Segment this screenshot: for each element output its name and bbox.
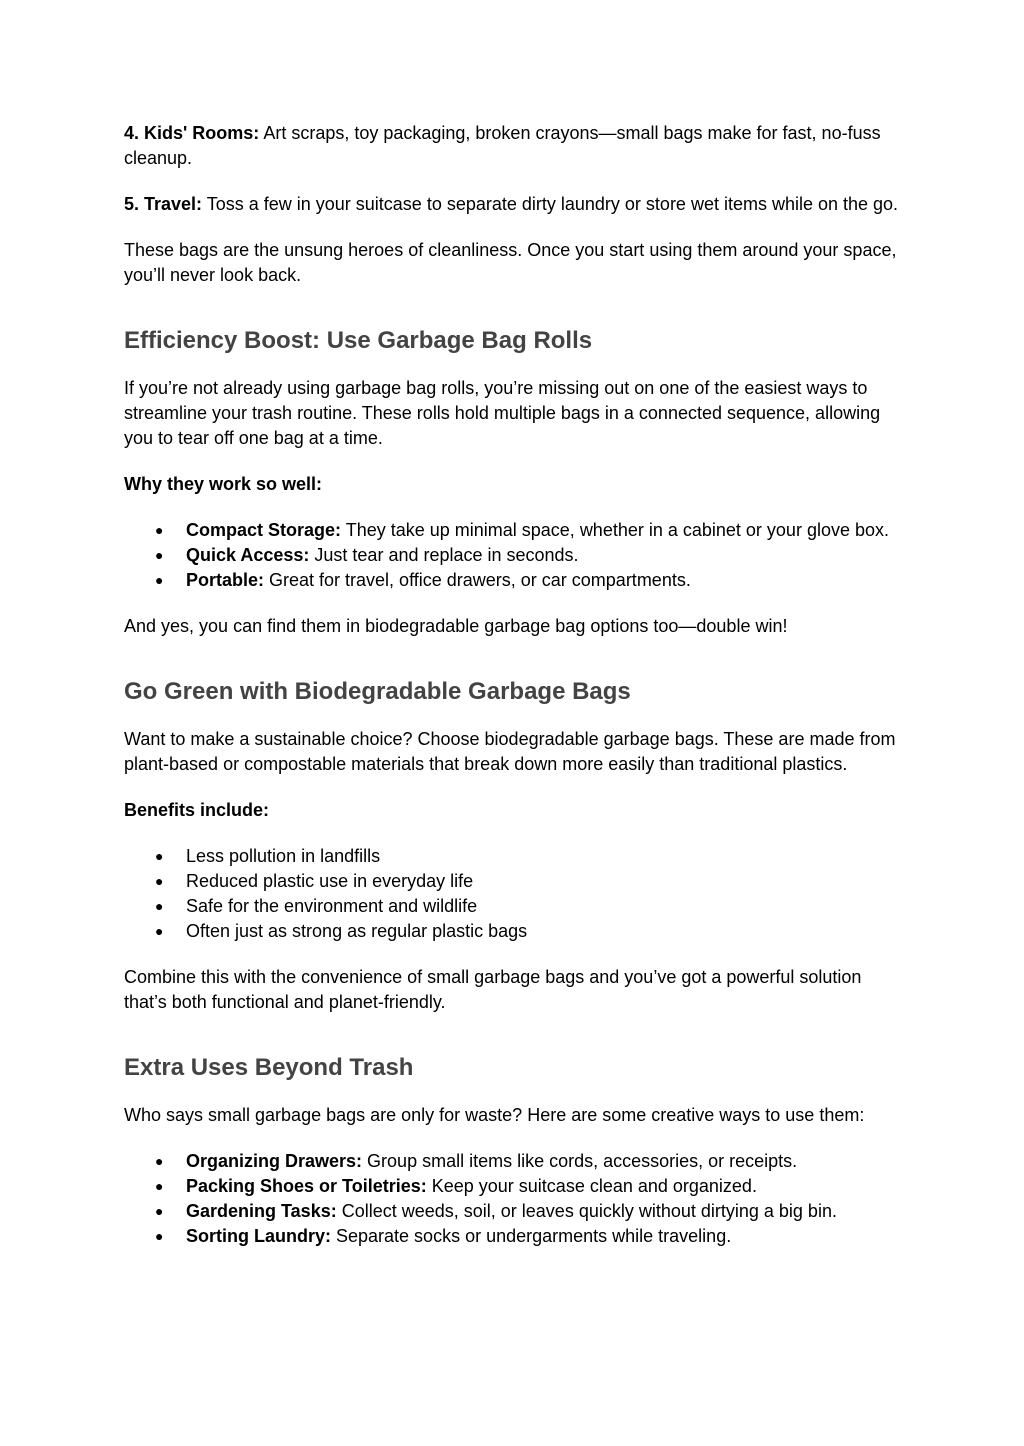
green-closing-paragraph: Combine this with the convenience of small garbage bags and you’ve got a powerful solution that’s both functional and planet-friendly. [124,967,862,1012]
list-item [124,543,904,568]
green-paragraph: Want to make a sustainable choice? Choose biodegradable garbage bags. These are made from plant-based or compostable materials that break down more easily than traditional plastics. [124,729,896,774]
document-page [124,121,904,1249]
list-item-label: Sorting Laundry: [186,1226,331,1246]
bullet-icon: ● [155,572,164,588]
bullet-icon: ● [155,923,164,939]
list-item-text: Safe for the environment and wildlife [186,896,478,916]
travel-label: 5. Travel: [124,194,203,214]
bullet-icon: ● [155,873,164,889]
green-heading: Go Green with Biodegradable Garbage Bags [124,678,631,705]
list-item [124,518,904,543]
bullet-icon: ● [155,522,164,538]
list-item-text: Often just as strong as regular plastic bags [186,921,528,941]
efficiency-subheading: Why they work so well: [124,474,323,494]
list-item [124,568,904,593]
bullet-icon: ● [155,898,164,914]
green-subheading: Benefits include: [124,800,270,820]
bullet-icon: ● [155,848,164,864]
green-list [124,844,904,944]
bullet-icon: ● [155,1178,164,1194]
list-item-text: They take up minimal space, whether in a cabinet or your glove box. [341,520,889,540]
list-item-text: Less pollution in landfills [186,846,381,866]
list-item-label: Packing Shoes or Toiletries: [186,1176,427,1196]
list-item-text: Reduced plastic use in everyday life [186,871,474,891]
extra-list [124,1149,904,1249]
efficiency-closing-paragraph: And yes, you can find them in biodegradable garbage bag options too—double win! [124,616,788,636]
list-item-label: Portable: [186,570,265,590]
list-item-text: Keep your suitcase clean and organized. [426,1176,757,1196]
list-item [124,1199,904,1224]
list-item [124,894,904,919]
list-item-label: Quick Access: [186,545,310,565]
efficiency-paragraph: If you’re not already using garbage bag rolls, you’re missing out on one of the easiest ways to streamline your trash routine. These rolls hold multiple bags in a connected sequence, allowing you to tear off one bag at a time. [124,378,881,448]
kids-rooms-paragraph [124,121,904,171]
travel-paragraph [124,192,904,217]
list-item-text: Just tear and replace in seconds. [309,545,579,565]
list-item-text: Group small items like cords, accessories, or receipts. [362,1151,798,1171]
bullet-icon: ● [155,1153,164,1169]
list-item-label: Compact Storage: [186,520,342,540]
extra-heading: Extra Uses Beyond Trash [124,1054,414,1081]
list-item-text: Separate socks or undergarments while traveling. [331,1226,732,1246]
intro-closing-paragraph: These bags are the unsung heroes of cleanliness. Once you start using them around your space, you’ll never look back. [124,240,897,285]
extra-paragraph: Who says small garbage bags are only for waste? Here are some creative ways to use them: [124,1105,865,1125]
list-item [124,869,904,894]
list-item-text: Collect weeds, soil, or leaves quickly without dirtying a big bin. [336,1201,837,1221]
list-item [124,1149,904,1174]
efficiency-list [124,518,904,593]
list-item-label: Organizing Drawers: [186,1151,363,1171]
efficiency-heading: Efficiency Boost: Use Garbage Bag Rolls [124,327,593,354]
kids-rooms-text: Art scraps, toy packaging, broken crayons—small bags make for fast, no-fuss cleanup. [124,123,881,168]
list-item [124,844,904,869]
bullet-icon: ● [155,1203,164,1219]
list-item [124,1224,904,1249]
kids-rooms-label: 4. Kids' Rooms: [124,123,260,143]
bullet-icon: ● [155,1228,164,1244]
list-item [124,919,904,944]
list-item-label: Gardening Tasks: [186,1201,337,1221]
bullet-icon: ● [155,547,164,563]
list-item-text: Great for travel, office drawers, or car compartments. [264,570,691,590]
travel-text: Toss a few in your suitcase to separate dirty laundry or store wet items while on the go. [202,194,899,214]
list-item [124,1174,904,1199]
